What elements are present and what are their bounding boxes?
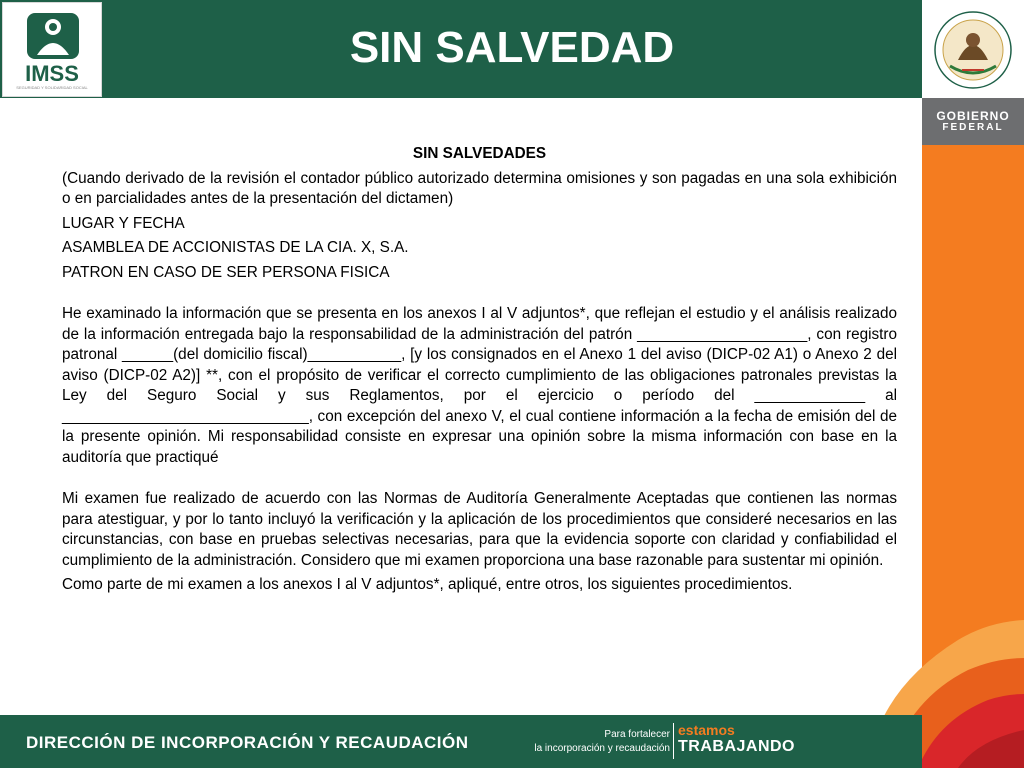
footer-tagline-line1: Para fortalecer bbox=[604, 729, 670, 740]
gobierno-label: GOBIERNO bbox=[936, 109, 1010, 123]
footer-department: DIRECCIÓN DE INCORPORACIÓN Y RECAUDACIÓN bbox=[26, 733, 469, 752]
gobierno-federal-badge bbox=[922, 98, 1024, 145]
footer-bar bbox=[0, 715, 922, 768]
document-body bbox=[62, 144, 897, 596]
footer-estamos: estamos bbox=[678, 722, 735, 738]
logo-label: IMSS bbox=[25, 61, 79, 86]
page-title: SIN SALVEDAD bbox=[349, 23, 675, 72]
footer-tagline bbox=[528, 728, 670, 756]
paragraph-note: (Cuando derivado de la revisión el contador público autorizado determina omisiones y son pagadas en una sola exhibición o en parcialidades antes de la presentación del dictamen) bbox=[62, 169, 897, 207]
header-bar bbox=[0, 0, 922, 98]
national-seal-icon bbox=[922, 0, 1024, 98]
paragraph-assembly: ASAMBLEA DE ACCIONISTAS DE LA CIA. X, S.A. bbox=[62, 239, 409, 256]
imss-logo bbox=[2, 2, 102, 97]
section-heading: SIN SALVEDADES bbox=[412, 145, 547, 162]
imss-emblem-icon bbox=[23, 11, 83, 61]
footer-divider bbox=[673, 723, 674, 759]
paragraph-place-date: LUGAR Y FECHA bbox=[62, 214, 185, 232]
footer-tagline-line2: la incorporación y recaudación bbox=[534, 743, 670, 754]
paragraph-examination: He examinado la información que se presenta en los anexos I al V adjuntos*, que reflejan el estudio y el análisis realizado de la información entregada bajo la responsabilidad de la administración del patrón ____________________, con registro patronal ______(del domicilio fiscal)___________, [y los consignados en el Anexo 1 del aviso (DICP-02 A1) o Anexo 2 del aviso (DICP-02 A2)] **, con el propósito de verificar el correcto cumplimiento de las obligaciones patronales previstas la Ley del Seguro Social y sus Reglamentos, por el ejercicio o período del _____________ al _____________________________, con excepción del anexo V, el cual contiene información a la fecha de emisión del de la presente opinión. Mi responsabilidad consiste en expresar una opinión sobre la misma información con base en la auditoría que practiqué bbox=[62, 305, 897, 466]
footer-trabajando: TRABAJANDO bbox=[678, 738, 795, 755]
seal-box bbox=[922, 0, 1024, 98]
federal-label: FEDERAL bbox=[942, 122, 1004, 133]
paragraph-standards: Mi examen fue realizado de acuerdo con las Normas de Auditoría Generalmente Aceptadas que contienen las normas para atestiguar, y por lo tanto incluyó la verificación y la aplicación de los procedimientos que consideré necesarios en las circunstancias, con base en pruebas selectivas necesarias, para que la evidencia soporte con claridad y confiabilidad el cumplimiento de la administración. Considero que mi examen proporciona una base razonable para sustentar mi opinión. bbox=[62, 490, 897, 569]
paragraph-procedures: Como parte de mi examen a los anexos I al V adjuntos*, apliqué, entre otros, los siguientes procedimientos. bbox=[62, 576, 793, 593]
paragraph-patron: PATRON EN CASO DE SER PERSONA FISICA bbox=[62, 263, 390, 281]
logo-sublabel: SEGURIDAD Y SOLIDARIDAD SOCIAL bbox=[16, 85, 88, 90]
